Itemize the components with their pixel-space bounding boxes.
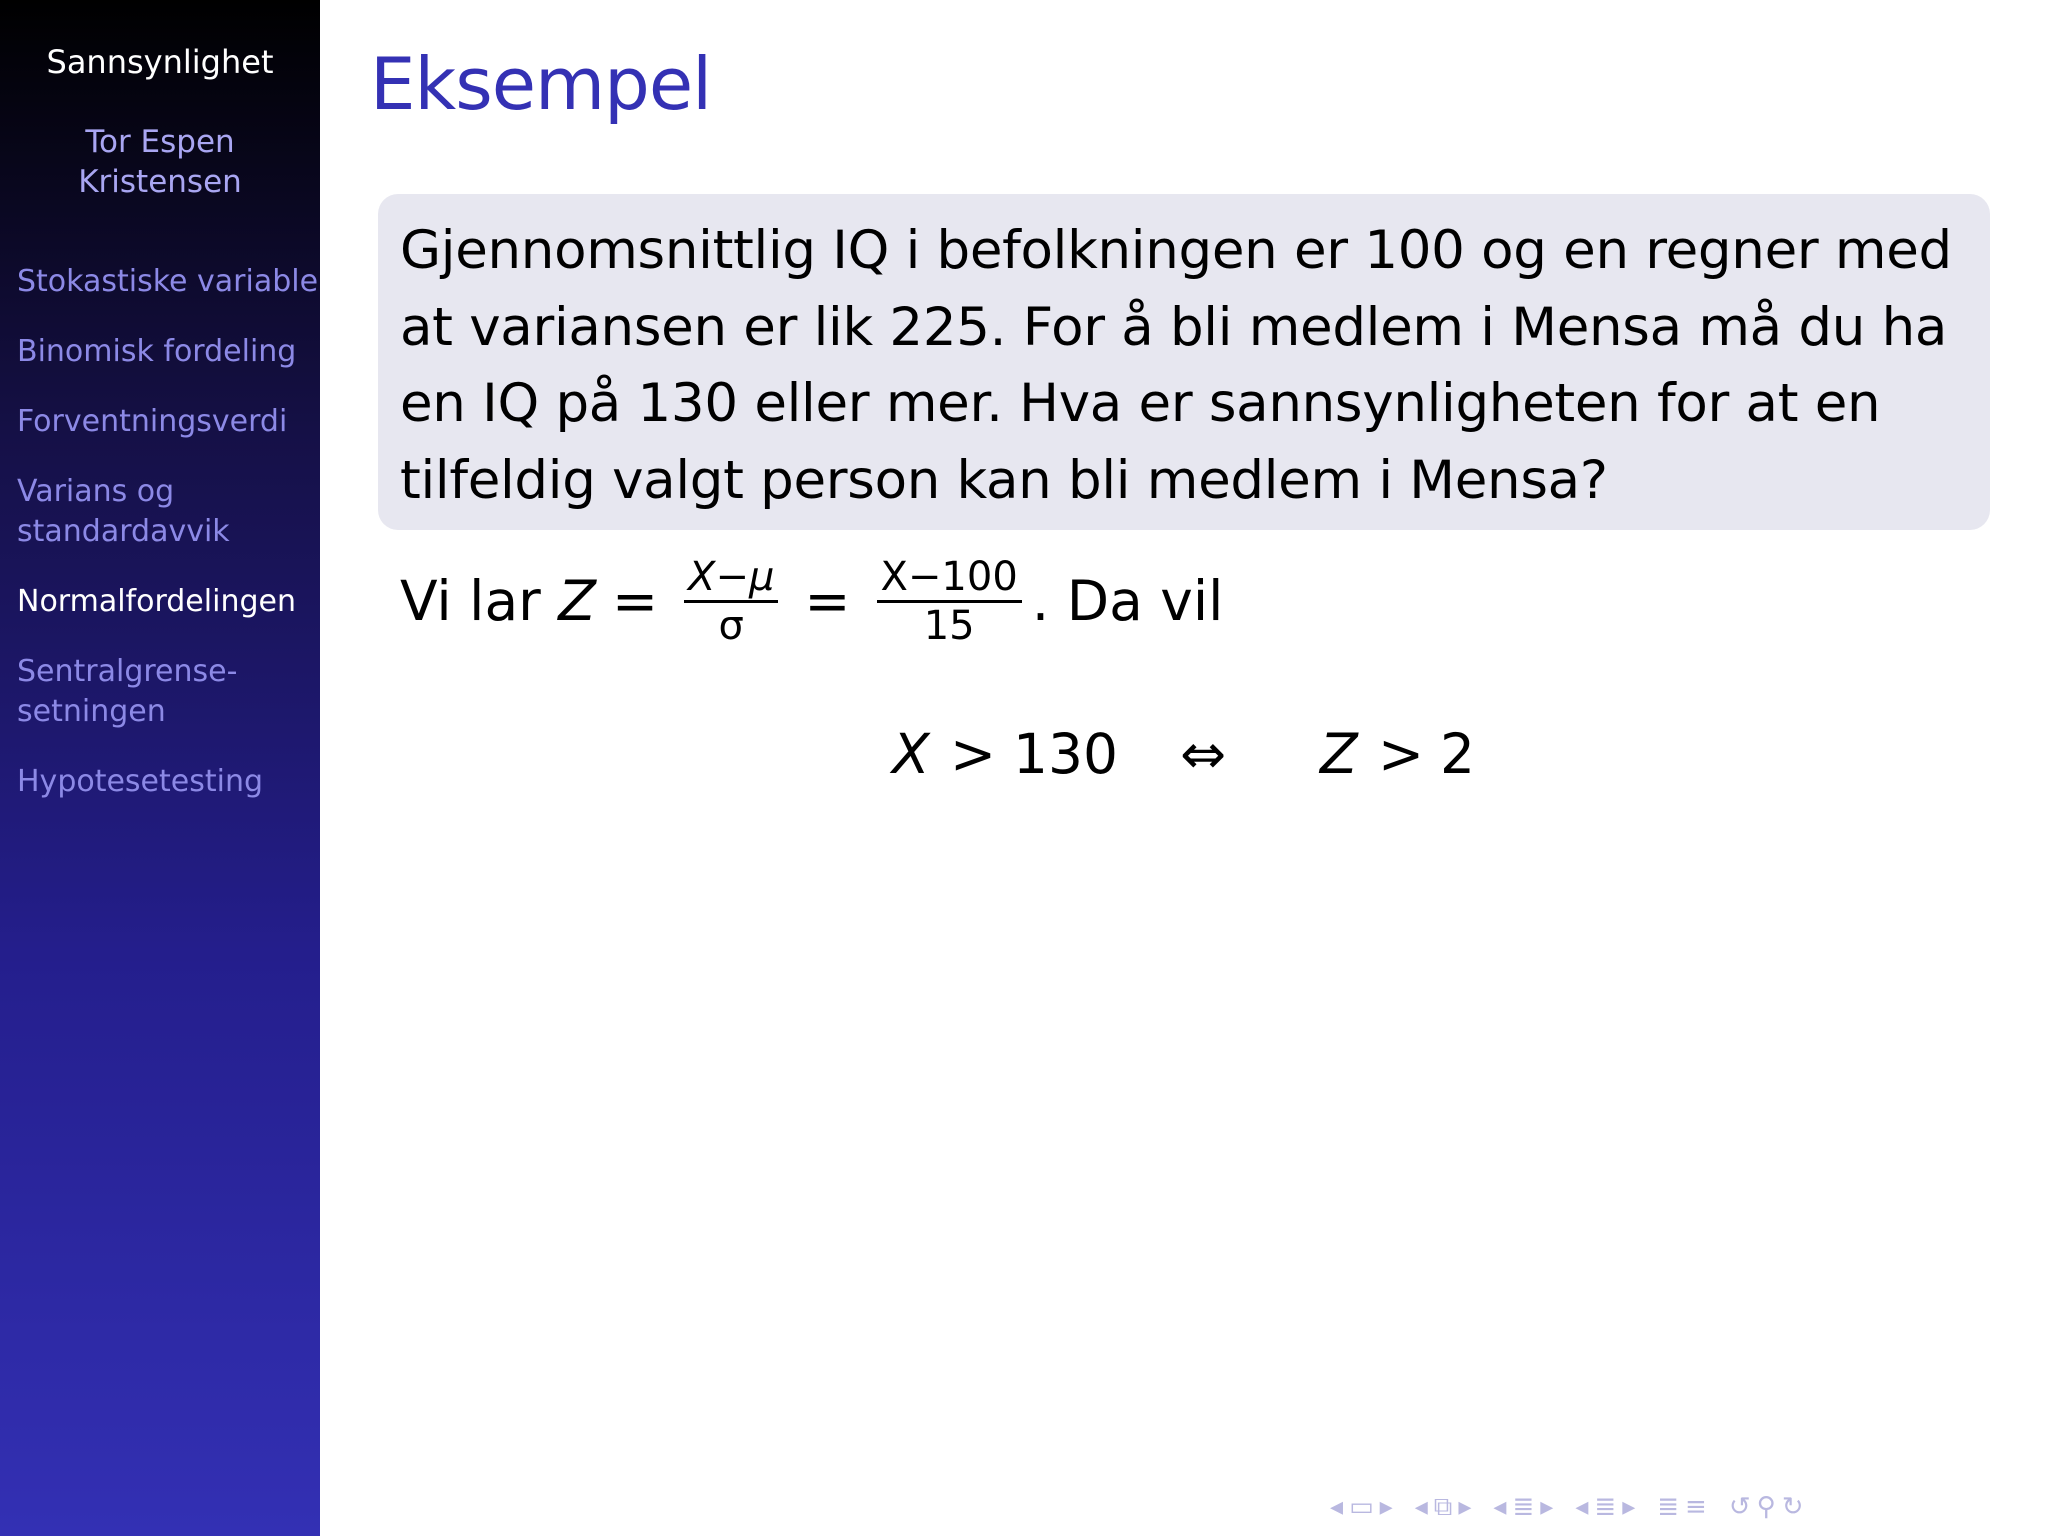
presentation-title[interactable]: Sannsynlighet: [46, 43, 274, 81]
search-navigation: [1729, 1492, 1804, 1522]
sidebar-item-normalfordelingen[interactable]: [17, 582, 317, 622]
frame-title: Eksempel: [370, 42, 712, 126]
appendix-navigation: [1657, 1492, 1707, 1522]
back-icon[interactable]: ↺: [1728, 1492, 1751, 1522]
outline-icon[interactable]: ≣: [1594, 1492, 1617, 1522]
appendix-icon[interactable]: ≣: [1657, 1492, 1680, 1522]
variable-z: Z: [1320, 722, 1358, 786]
example-text: Gjennomsnittlig IQ i befolkningen er 100 og en regner med at variansen er lik 225. For å bli medlem i Mensa må du ha en IQ på 130 eller mer. Hva er sannsynligheten for at en tilfeldig valgt person kan bli medlem i Mensa?: [400, 220, 1952, 511]
sidebar-item-label: Forventningsverdi: [17, 404, 288, 439]
sidebar-item-varians-og-standardavvik[interactable]: [17, 472, 317, 552]
beamer-navigation-bar: [1330, 1490, 2030, 1524]
subsection-icon[interactable]: ⧉: [1433, 1491, 1453, 1522]
intro-prefix: Vi lar: [400, 569, 559, 633]
arrow-right-icon[interactable]: ▸: [1458, 1492, 1472, 1522]
outline-list-icon[interactable]: ≡: [1685, 1492, 1707, 1522]
variable-z: Z: [558, 569, 596, 633]
equals-sign: =: [611, 569, 659, 633]
arrow-left-icon[interactable]: ◂: [1330, 1492, 1344, 1522]
arrow-right-icon[interactable]: ▸: [1540, 1492, 1554, 1522]
equivalence-arrow: ⇔: [1180, 722, 1227, 786]
sidebar-item-forventningsverdi[interactable]: [17, 402, 317, 442]
search-icon[interactable]: ⚲: [1756, 1492, 1776, 1522]
presentation-author[interactable]: [40, 122, 280, 202]
author-line-2: Kristensen: [78, 164, 242, 200]
intro-suffix: . Da vil: [1031, 569, 1224, 633]
sidebar-item-label: Varians og: [17, 474, 175, 509]
arrow-right-icon[interactable]: ▸: [1379, 1492, 1393, 1522]
arrow-right-icon[interactable]: ▸: [1622, 1492, 1636, 1522]
equals-sign: =: [804, 569, 851, 633]
sidebar-item-label: Sentralgrense-: [17, 654, 238, 689]
variable-x: X: [892, 722, 930, 786]
forward-icon[interactable]: ↻: [1781, 1492, 1804, 1522]
fraction-denominator: 15: [923, 602, 975, 649]
value-2: 2: [1440, 722, 1475, 786]
greater-than-sign: >: [1378, 722, 1425, 786]
author-line-1: Tor Espen: [85, 124, 235, 160]
sidebar-item-label: Normalfordelingen: [17, 584, 296, 619]
equivalence-formula: [0, 714, 2048, 794]
sidebar-item-label: Hypotesetesting: [17, 764, 264, 799]
value-130: 130: [1013, 722, 1118, 786]
fraction-numerator: X−100: [877, 554, 1022, 603]
section-navigation: [1493, 1492, 1553, 1522]
sidebar-item-label: setningen: [17, 694, 166, 729]
fraction-denominator: σ: [718, 602, 744, 649]
sidebar-item-binomisk-fordeling[interactable]: [17, 332, 317, 372]
frame-navigation: [1330, 1492, 1393, 1522]
sidebar-item-stokastiske-variable[interactable]: [17, 262, 317, 302]
fraction-x-minus-mu-over-sigma: [684, 554, 778, 649]
document-navigation: [1575, 1492, 1635, 1522]
arrow-left-icon[interactable]: ◂: [1575, 1492, 1589, 1522]
standardization-line: [400, 553, 1224, 649]
sidebar-item-label: Binomisk fordeling: [17, 334, 297, 369]
fraction-numerator: X−μ: [684, 554, 778, 603]
sidebar-item-label: Stokastiske variable: [17, 264, 319, 299]
sidebar-item-label: standardavvik: [17, 514, 230, 549]
greater-than-sign: >: [950, 722, 997, 786]
frame-icon[interactable]: ▭: [1349, 1492, 1374, 1522]
subsection-navigation: [1415, 1492, 1472, 1523]
arrow-left-icon[interactable]: ◂: [1414, 1492, 1428, 1522]
section-icon[interactable]: ≣: [1512, 1492, 1535, 1522]
fraction-x-minus-100-over-15: [877, 554, 1022, 649]
arrow-left-icon[interactable]: ◂: [1493, 1492, 1507, 1522]
